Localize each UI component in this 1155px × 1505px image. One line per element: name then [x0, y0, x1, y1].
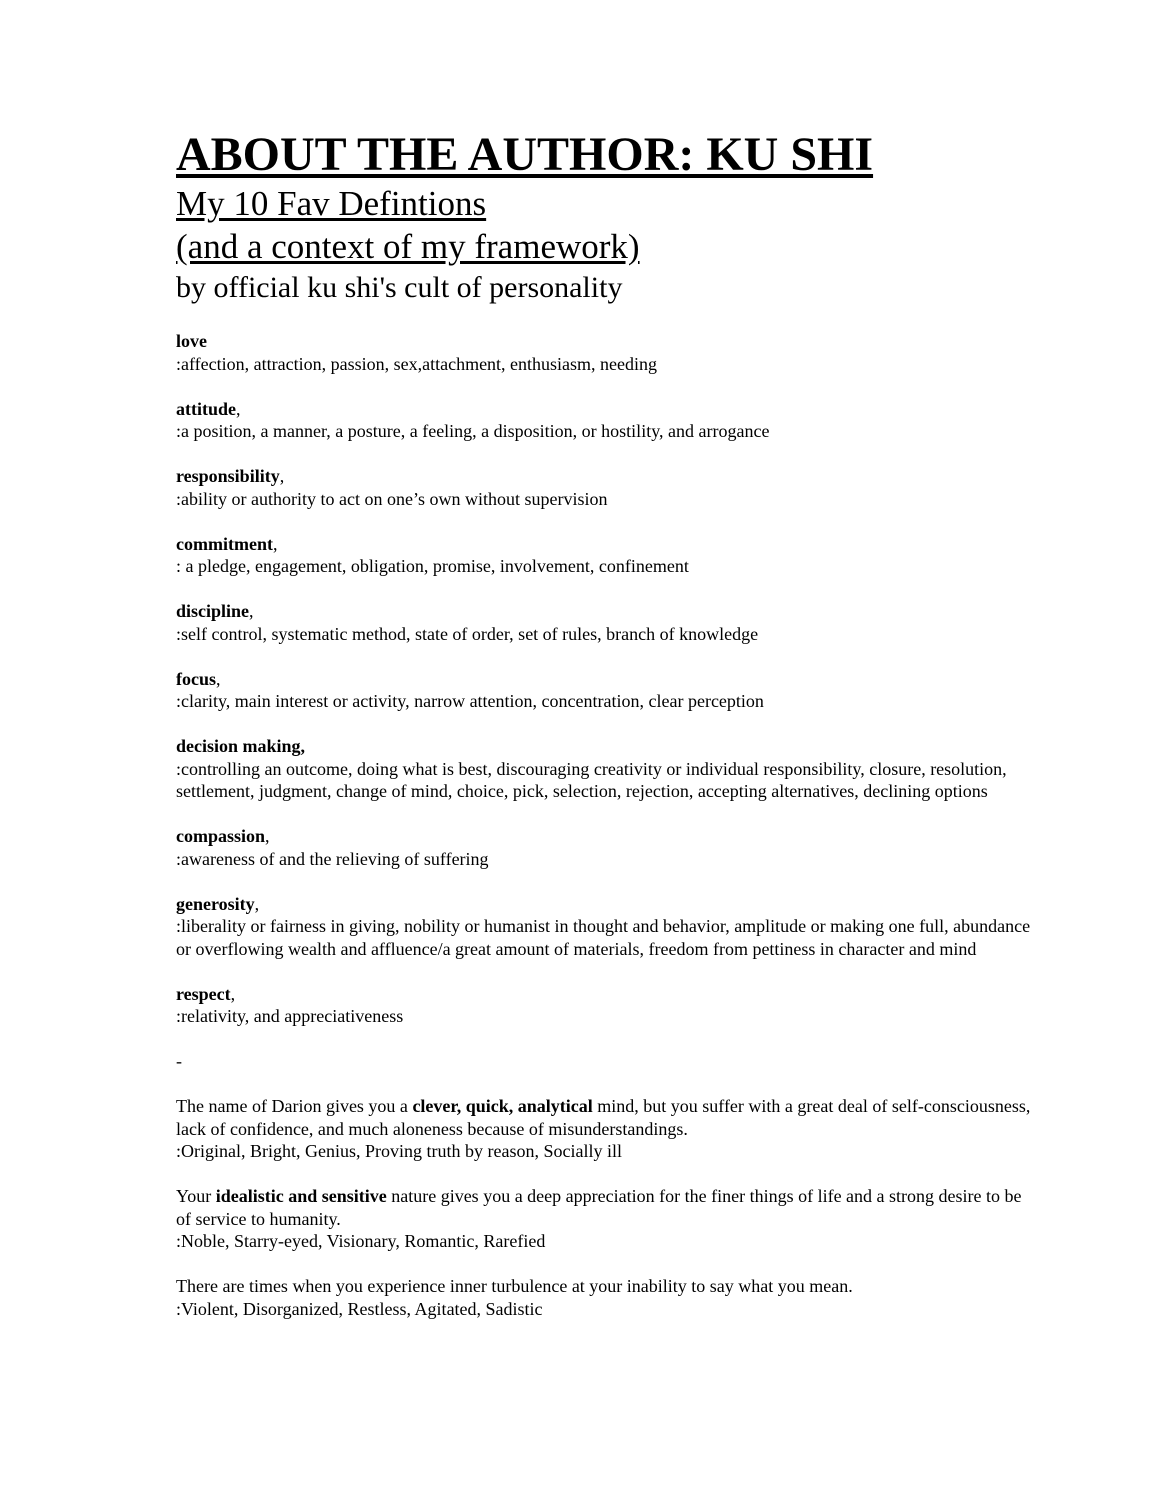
definition-term: attitude — [176, 398, 236, 419]
term-suffix: , — [249, 601, 254, 621]
paragraph-traits: :Noble, Starry-eyed, Visionary, Romantic, Rarefied — [176, 1231, 546, 1251]
paragraph-emphasis: clever, quick, analytical — [412, 1096, 593, 1116]
definition-text: :relativity, and appreciativeness — [176, 1006, 404, 1026]
definition-entry — [176, 398, 1036, 443]
paragraph-traits: :Violent, Disorganized, Restless, Agitated, Sadistic — [176, 1298, 543, 1319]
definition-entry — [176, 668, 1036, 713]
definition-entry — [176, 893, 1036, 961]
subtitle-line-1: My 10 Fav Defintions — [176, 184, 487, 223]
definition-entry — [176, 533, 1036, 578]
term-suffix: , — [279, 466, 285, 486]
page-title: ABOUT THE AUTHOR: KU SHI — [176, 128, 874, 181]
definition-term: focus — [176, 668, 216, 689]
profile-paragraph — [176, 1275, 1036, 1320]
profile-paragraph — [176, 1185, 1036, 1253]
definition-term: commitment — [176, 533, 273, 554]
term-suffix: , — [216, 668, 221, 689]
definition-term: discipline — [176, 601, 250, 621]
term-suffix: , — [230, 983, 236, 1004]
separator-dash: - — [176, 1051, 182, 1071]
definition-text: :self control, systematic method, state of order, set of rules, branch of knowledge — [176, 623, 759, 644]
document-page — [176, 128, 1036, 1343]
definition-text: :awareness of and the relieving of suffering — [176, 848, 489, 869]
definition-text: :controlling an outcome, doing what is best, discouraging creativity or individual responsibility, closure, resolution, settlement, judgment, change of mind, choice, pick, selection, rejection, accepting alternatives, declining options — [176, 758, 1007, 801]
definition-text: :affection, attraction, passion, sex,attachment, enthusiasm, needing — [176, 353, 658, 374]
paragraph-emphasis: idealistic and sensitive — [215, 1186, 387, 1206]
definition-term: responsibility — [176, 466, 280, 486]
byline: by official ku shi's cult of personality — [176, 271, 623, 304]
paragraph-text: There are times when you experience inner turbulence at your inability to say what you mean. — [176, 1276, 853, 1296]
definition-text: : a pledge, engagement, obligation, promise, involvement, confinement — [176, 556, 689, 576]
term-suffix: , — [272, 533, 278, 554]
definition-term: respect — [176, 983, 231, 1004]
definition-text: :a position, a manner, a posture, a feeling, a disposition, or hostility, and arrogance — [176, 421, 770, 441]
definition-entry — [176, 330, 1036, 375]
paragraph-text: nature gives you a deep appreciation for the finer things of life and a strong desire to be of service to humanity. — [176, 1186, 1022, 1229]
definition-term: love — [176, 331, 207, 351]
subtitle-line-2: (and a context of my framework) — [176, 227, 640, 266]
definition-entry — [176, 735, 1036, 803]
definition-text: :ability or authority to act on one’s own without supervision — [176, 488, 608, 509]
definition-term: generosity — [176, 893, 255, 914]
definition-entry — [176, 600, 1036, 645]
definitions-list — [176, 330, 1036, 1028]
profile-paragraph — [176, 1095, 1036, 1163]
definition-text: :clarity, main interest or activity, narrow attention, concentration, clear perception — [176, 691, 764, 711]
definition-text: :liberality or fairness in giving, nobility or humanist in thought and behavior, amplitude or making one full, abundance or overflowing wealth and affluence/a great amount of materials, freedom from pettiness in character and mind — [176, 916, 1031, 959]
term-suffix: , — [236, 398, 241, 419]
definition-term: compassion — [176, 826, 266, 846]
term-suffix: , — [265, 826, 270, 846]
term-suffix: , — [254, 893, 260, 914]
paragraph-traits: :Original, Bright, Genius, Proving truth by reason, Socially ill — [176, 1141, 622, 1161]
paragraph-text: Your — [176, 1186, 216, 1206]
paragraph-text: mind, but you suffer with a great deal of self-consciousness, lack of confidence, and much aloneness because of misunderstandings. — [176, 1096, 1031, 1139]
definition-entry — [176, 825, 1036, 870]
definition-term: decision making, — [176, 736, 306, 756]
definition-entry — [176, 983, 1036, 1028]
paragraph-text: The name of Darion gives you a — [176, 1096, 413, 1116]
definition-entry — [176, 465, 1036, 510]
